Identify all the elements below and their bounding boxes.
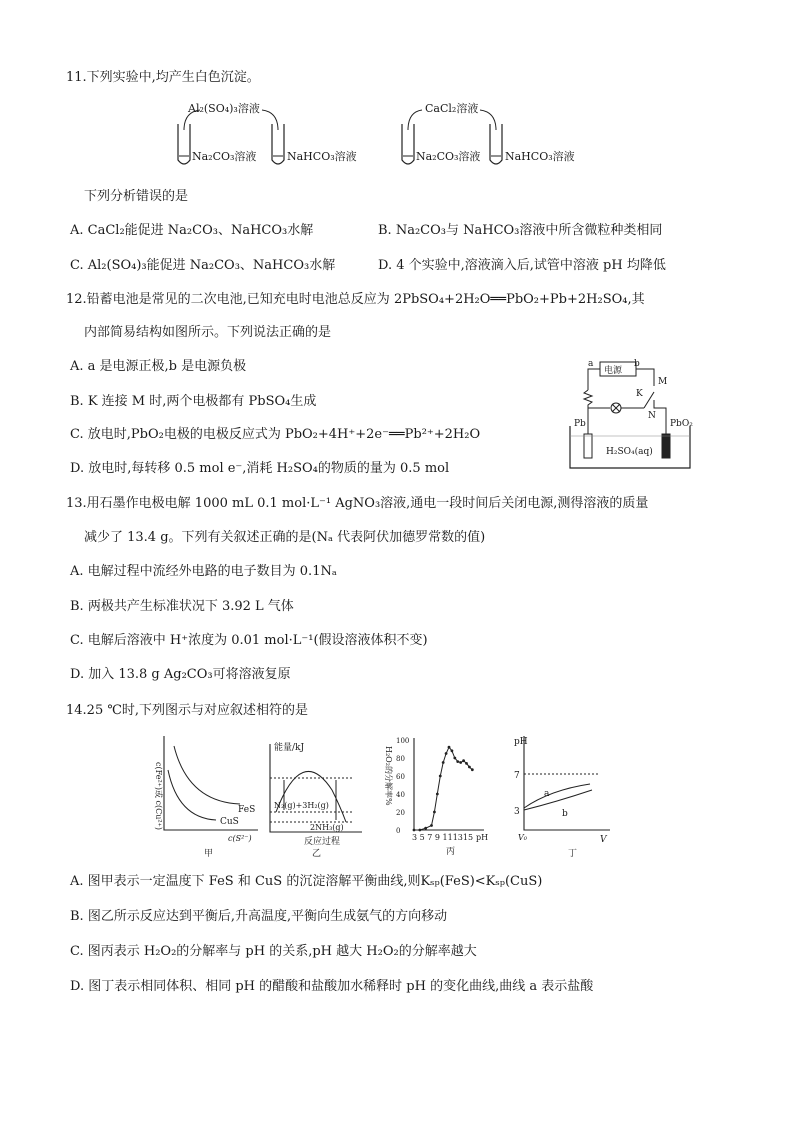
ding-ytick-3: 3 — [514, 807, 520, 817]
bing-point — [471, 768, 474, 771]
bing-ytick: 80 — [396, 755, 405, 763]
label-b: b — [634, 359, 640, 369]
bing-point — [448, 746, 451, 749]
ding-x0: V₀ — [518, 833, 527, 842]
jia-caption: 甲 — [204, 849, 214, 859]
bing-axes — [414, 738, 484, 830]
q11-option-b[interactable]: B. Na₂CO₃与 NaHCO₃溶液中所含微粒种类相同 — [378, 223, 663, 238]
bing-point — [430, 824, 433, 827]
bing-point — [462, 759, 465, 762]
label-k: K — [636, 389, 643, 399]
bing-point — [468, 766, 471, 769]
ding-curve-a — [524, 784, 590, 808]
bing-ytick: 40 — [396, 791, 405, 799]
q13-stem-2: 减少了 13.4 g。下列有关叙述正确的是(Nₐ 代表阿伏加德罗常数的值) — [84, 530, 486, 545]
q12-battery-figure — [566, 356, 696, 472]
label-pb: Pb — [574, 419, 586, 429]
pbo2-electrode — [662, 434, 670, 458]
bing-ytick: 0 — [396, 827, 401, 835]
bing-point — [424, 827, 427, 830]
q14-option-a[interactable]: A. 图甲表示一定温度下 FeS 和 CuS 的沉淀溶解平衡曲线,则Kₛₚ(FeS)<Kₛₚ(CuS) — [70, 874, 543, 889]
q12-stem-2: 内部简易结构如图所示。下列说法正确的是 — [84, 325, 332, 340]
yi-products: 2NH₃(g) — [310, 823, 344, 832]
jia-curve-fes — [174, 746, 240, 804]
bing-point — [439, 775, 442, 778]
q11-figure — [170, 98, 600, 176]
bing-xticks: 3 5 7 9 111315 — [412, 833, 474, 842]
bing-point — [436, 793, 439, 796]
bing-yticks — [396, 737, 409, 835]
label-n: N — [648, 411, 656, 421]
q14-fig-bing — [384, 732, 494, 860]
jia-axes — [164, 736, 258, 830]
q11-option-c[interactable]: C. Al₂(SO₄)₃能促进 Na₂CO₃、NaHCO₃水解 — [70, 258, 336, 273]
q14-fig-jia — [140, 732, 262, 860]
bing-point — [465, 762, 468, 765]
jia-curve-cus — [168, 770, 216, 820]
label-m: M — [658, 377, 668, 387]
bing-point — [453, 757, 456, 760]
q12-option-b[interactable]: B. K 连接 M 时,两个电极都有 PbSO₄生成 — [70, 394, 317, 409]
label-power: 电源 — [604, 366, 623, 376]
bing-ytick: 20 — [396, 809, 405, 817]
q13-stem-1: 13.用石墨作电极电解 1000 mL 0.1 mol·L⁻¹ AgNO₃溶液,通电一段时间后关闭电源,测得溶液的质量 — [66, 496, 649, 511]
yi-reactants: N₂(g)+3H₂(g) — [274, 801, 329, 810]
bing-xlabel: pH — [476, 833, 489, 842]
q11-fig-reagent-right: CaCl₂溶液 — [425, 102, 479, 115]
bing-point — [442, 761, 445, 764]
ding-label-a: a — [544, 789, 550, 799]
jia-label-fes: FeS — [238, 805, 256, 815]
q11-prompt: 下列分析错误的是 — [84, 189, 189, 204]
q14-stem: 14.25 ℃时,下列图示与对应叙述相符的是 — [66, 703, 309, 718]
q14-option-b[interactable]: B. 图乙所示反应达到平衡后,升高温度,平衡向生成氨气的方向移动 — [70, 909, 448, 924]
bing-point — [451, 749, 454, 752]
q12-stem-1: 12.铅蓄电池是常见的二次电池,已知充电时电池总反应为 2PbSO₄+2H₂O══PbO₂+Pb+2H₂SO₄,其 — [66, 292, 645, 307]
bing-point — [413, 829, 416, 832]
bing-point — [445, 752, 448, 755]
bing-point — [433, 811, 436, 814]
q11-tube1-label: Na₂CO₃溶液 — [192, 150, 257, 163]
yi-caption: 乙 — [312, 849, 322, 859]
q11-fig-reagent-left: Al₂(SO₄)₃溶液 — [188, 102, 260, 115]
q11-option-d[interactable]: D. 4 个实验中,溶液滴入后,试管中溶液 pH 均降低 — [378, 258, 666, 273]
bing-data-points — [413, 746, 474, 832]
bing-point — [456, 760, 459, 763]
jia-ylabel: c(Fe²⁺)或 c(Cu²⁺) — [154, 762, 163, 830]
label-pbo2: PbO₂ — [670, 419, 693, 429]
ding-label-b: b — [562, 809, 568, 819]
pb-electrode — [584, 434, 592, 458]
q12-option-a[interactable]: A. a 是电源正极,b 是电源负极 — [70, 359, 247, 374]
q13-option-a[interactable]: A. 电解过程中流经外电路的电子数目为 0.1Nₐ — [70, 564, 337, 579]
q11-option-a[interactable]: A. CaCl₂能促进 Na₂CO₃、NaHCO₃水解 — [70, 223, 314, 238]
jia-label-cus: CuS — [220, 817, 239, 827]
ding-xlabel: V — [600, 835, 607, 845]
q11-stem: 11.下列实验中,均产生白色沉淀。 — [66, 70, 260, 85]
q14-option-c[interactable]: C. 图丙表示 H₂O₂的分解率与 pH 的关系,pH 越大 H₂O₂的分解率越大 — [70, 944, 477, 959]
q13-option-d[interactable]: D. 加入 13.8 g Ag₂CO₃可将溶液复原 — [70, 667, 291, 682]
bing-ytick: 100 — [396, 737, 410, 745]
q14-fig-yi — [262, 740, 380, 860]
q13-option-b[interactable]: B. 两极共产生标准状况下 3.92 L 气体 — [70, 599, 294, 614]
bing-caption: 丙 — [446, 847, 456, 857]
q11-tube3-label: Na₂CO₃溶液 — [416, 150, 481, 163]
q11-tube2-label: NaHCO₃溶液 — [287, 150, 357, 163]
label-electrolyte: H₂SO₄(aq) — [606, 447, 653, 457]
q12-option-d[interactable]: D. 放电时,每转移 0.5 mol e⁻,消耗 H₂SO₄的物质的量为 0.5 mol — [70, 461, 450, 476]
bing-ylabel: H₂O₂的分解率% — [384, 746, 393, 806]
ding-caption: 丁 — [568, 849, 578, 859]
ding-curve-b — [524, 790, 592, 810]
q13-option-c[interactable]: C. 电解后溶液中 H⁺浓度为 0.01 mol·L⁻¹(假设溶液体积不变) — [70, 633, 428, 648]
q14-option-d[interactable]: D. 图丁表示相同体积、相同 pH 的醋酸和盐酸加水稀释时 pH 的变化曲线,曲线 a 表示盐酸 — [70, 979, 594, 994]
bing-point — [418, 829, 421, 832]
jia-xlabel: c(S²⁻) — [228, 834, 252, 843]
ding-ytick-7: 7 — [514, 771, 520, 781]
yi-xlabel: 反应过程 — [304, 837, 341, 847]
dropper-arrow-left2 — [262, 110, 278, 130]
ding-ylabel: pH — [514, 737, 528, 747]
bing-ytick: 60 — [396, 773, 405, 781]
label-a: a — [588, 359, 594, 369]
q12-option-c[interactable]: C. 放电时,PbO₂电极的电极反应式为 PbO₂+4H⁺+2e⁻══Pb²⁺+2H₂O — [70, 427, 481, 442]
bing-point — [459, 761, 462, 764]
switch-k — [644, 392, 654, 408]
yi-ylabel: 能量/kJ — [274, 743, 305, 753]
q11-tube4-label: NaHCO₃溶液 — [505, 150, 575, 163]
q14-fig-ding — [500, 732, 622, 860]
